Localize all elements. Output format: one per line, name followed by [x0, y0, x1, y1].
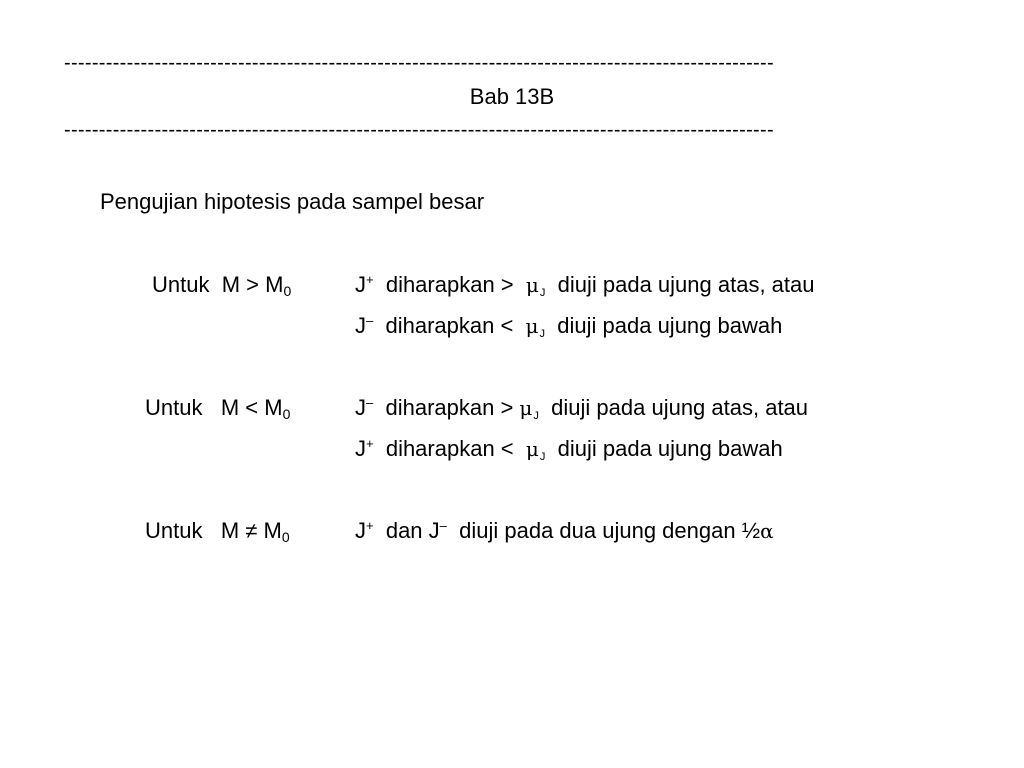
j-symbol: J: [355, 313, 366, 338]
operator: <: [245, 395, 259, 420]
mu-subscript: J: [533, 410, 539, 422]
mu-symbol: μ: [525, 437, 539, 461]
dan-j-text: dan J: [385, 518, 440, 543]
case-3-line-1: [355, 518, 774, 544]
case-1-line-1: [355, 272, 815, 298]
case-2-line-2: [355, 436, 783, 462]
untuk-label: Untuk: [145, 395, 203, 420]
operator: >: [246, 272, 260, 297]
mu-subscript: J: [539, 287, 546, 299]
mu-symbol: μ: [525, 273, 539, 297]
expectation-text: diharapkan <: [385, 436, 514, 461]
m0-subscript: 0: [282, 406, 291, 422]
mu-subscript: J: [539, 451, 546, 463]
m-symbol: M: [220, 395, 240, 420]
j-sign: +: [366, 436, 374, 451]
case-1-condition: [152, 272, 291, 298]
case-2-condition: [145, 395, 290, 421]
m-symbol: M: [221, 272, 241, 297]
mu-symbol: μ: [519, 396, 533, 420]
page-title: Bab 13B: [469, 84, 555, 109]
m0-symbol: M: [263, 518, 282, 543]
expectation-text: diharapkan <: [385, 313, 514, 338]
expectation-text: diharapkan >: [385, 272, 514, 297]
case-2-line-1: [355, 395, 808, 421]
j-sign: –: [366, 313, 374, 328]
mu-symbol: μ: [525, 314, 539, 338]
alpha-symbol: α: [760, 519, 774, 543]
j-sign: +: [366, 272, 374, 287]
j-sign: –: [439, 518, 447, 533]
case-3-condition: [145, 518, 290, 544]
j-symbol: J: [355, 395, 366, 420]
j-symbol: J: [355, 272, 366, 297]
test-description: diuji pada ujung bawah: [557, 436, 783, 461]
case-1-line-2: [355, 313, 782, 339]
m-symbol: M: [220, 518, 240, 543]
test-description: diuji pada ujung bawah: [557, 313, 783, 338]
operator: ≠: [245, 518, 258, 543]
untuk-label: Untuk: [145, 518, 203, 543]
mu-subscript: J: [539, 328, 546, 340]
j-sign: +: [366, 518, 374, 533]
j-symbol: J: [355, 518, 366, 543]
test-description: diuji pada dua ujung dengan ½: [459, 518, 761, 543]
j-sign: –: [366, 395, 374, 410]
m0-symbol: M: [264, 395, 283, 420]
header-rule-top: ------------------------------------------------------------------------------------------------------: [64, 52, 774, 74]
expectation-text: diharapkan >: [385, 395, 514, 420]
j-symbol: J: [355, 436, 366, 461]
m0-subscript: 0: [283, 283, 292, 299]
header-rule-bottom: ------------------------------------------------------------------------------------------------------: [64, 119, 774, 141]
test-description: diuji pada ujung atas, atau: [557, 272, 815, 297]
m0-symbol: M: [265, 272, 284, 297]
section-heading: Pengujian hipotesis pada sampel besar: [100, 189, 485, 214]
untuk-label: Untuk: [152, 272, 210, 297]
test-description: diuji pada ujung atas, atau: [551, 395, 809, 420]
m0-subscript: 0: [281, 529, 290, 545]
